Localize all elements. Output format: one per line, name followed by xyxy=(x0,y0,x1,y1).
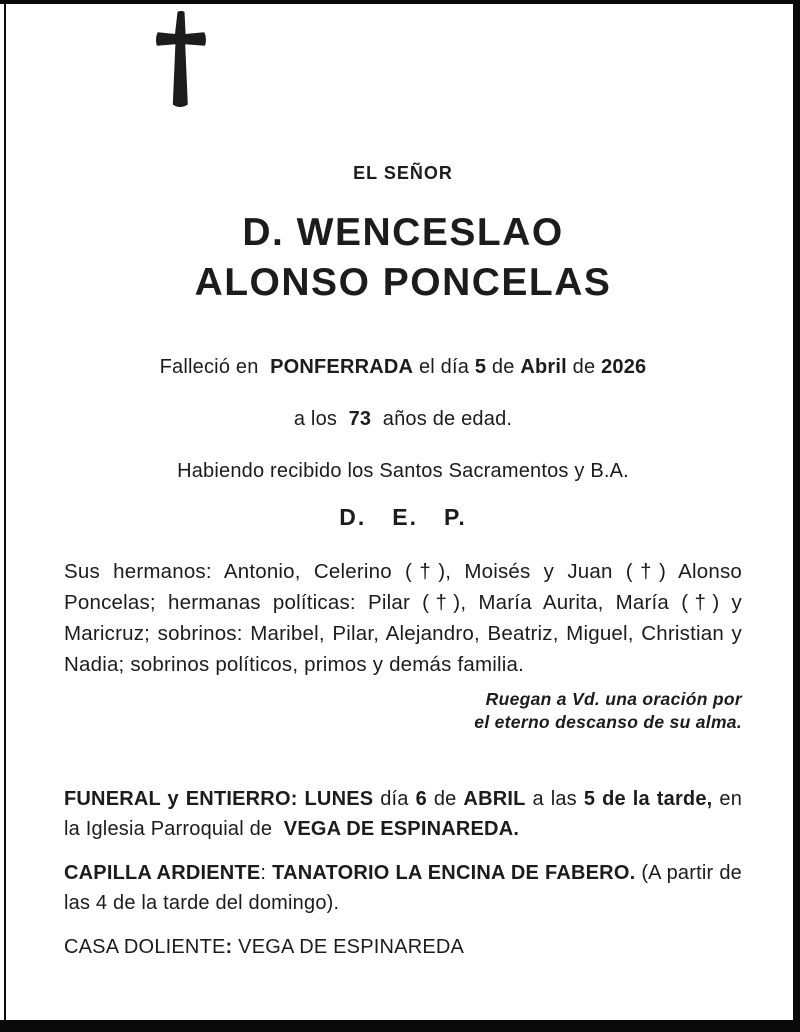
funeral-hour: 5 de la tarde, xyxy=(583,788,713,810)
text-segment: de xyxy=(486,356,521,378)
prayer-request xyxy=(64,688,742,734)
casa-place: VEGA DE ESPINAREDA xyxy=(232,936,465,958)
text-segment: Falleció en xyxy=(159,356,271,378)
casa-heading: CASA DOLIENTE xyxy=(64,936,226,958)
text-segment: : xyxy=(260,862,273,884)
death-info-line xyxy=(64,354,742,380)
death-place: PONFERRADA xyxy=(270,356,414,378)
honorific: EL SEÑOR xyxy=(353,163,453,183)
capilla-note: (A partir de las 4 de la tarde del domingo). xyxy=(64,862,742,914)
deceased-name xyxy=(64,208,742,308)
text-segment: el día xyxy=(413,356,475,378)
deceased-name-line2: ALONSO PONCELAS xyxy=(194,261,612,304)
text-segment: día xyxy=(373,788,416,810)
funeral-place: VEGA DE ESPINAREDA. xyxy=(283,818,520,840)
capilla-heading: CAPILLA ARDIENTE xyxy=(64,862,261,884)
funeral-day: 6 xyxy=(415,788,427,810)
age-value: 73 xyxy=(348,408,372,430)
casa-doliente-info xyxy=(64,932,742,962)
dep-part: P. xyxy=(443,504,467,530)
sacraments-line: Habiendo recibido los Santos Sacramentos y B.A. xyxy=(177,460,629,482)
text-segment: de xyxy=(426,788,464,810)
text-segment: en la Iglesia Parroquial de xyxy=(64,788,743,840)
frame-border-top xyxy=(0,0,800,4)
age-line xyxy=(64,406,742,432)
death-year: 2026 xyxy=(601,356,647,378)
funeral-heading: FUNERAL y ENTIERRO: LUNES xyxy=(64,788,374,810)
text-segment: de xyxy=(566,356,602,378)
text-segment: a los xyxy=(293,408,349,430)
text-segment: : xyxy=(225,936,233,958)
dep-abbreviation xyxy=(64,502,742,532)
funeral-info xyxy=(64,784,742,844)
dep-part: D. xyxy=(339,504,367,530)
funeral-month: ABRIL xyxy=(463,788,526,810)
dep-part: E. xyxy=(392,504,418,530)
family-paragraph: Sus hermanos: Antonio, Celerino (†), Moisés y Juan (†) Alonso Poncelas; hermanas políticas: Pilar (†), María Aurita, María (†) y Maricruz; sobrinos: Maribel, Pilar, Alejandro, Beatriz, Miguel, Christian y Nadia; sobrinos políticos, primos y demás familia. xyxy=(64,560,742,676)
deceased-name-line1: D. WENCESLAO xyxy=(242,211,564,254)
death-day: 5 xyxy=(474,356,487,378)
text-segment: años de edad. xyxy=(371,408,513,430)
text-segment: a las xyxy=(525,788,584,810)
prayer-line1: Ruegan a Vd. una oración por xyxy=(485,689,742,709)
frame-border-bottom xyxy=(0,1020,800,1032)
capilla-info xyxy=(64,858,742,918)
esquela-content xyxy=(0,162,800,962)
capilla-place: TANATORIO LA ENCINA DE FABERO. xyxy=(272,862,636,884)
prayer-line2: el eterno descanso de su alma. xyxy=(474,712,742,732)
death-month: Abril xyxy=(520,356,567,378)
latin-cross-icon xyxy=(152,10,210,110)
